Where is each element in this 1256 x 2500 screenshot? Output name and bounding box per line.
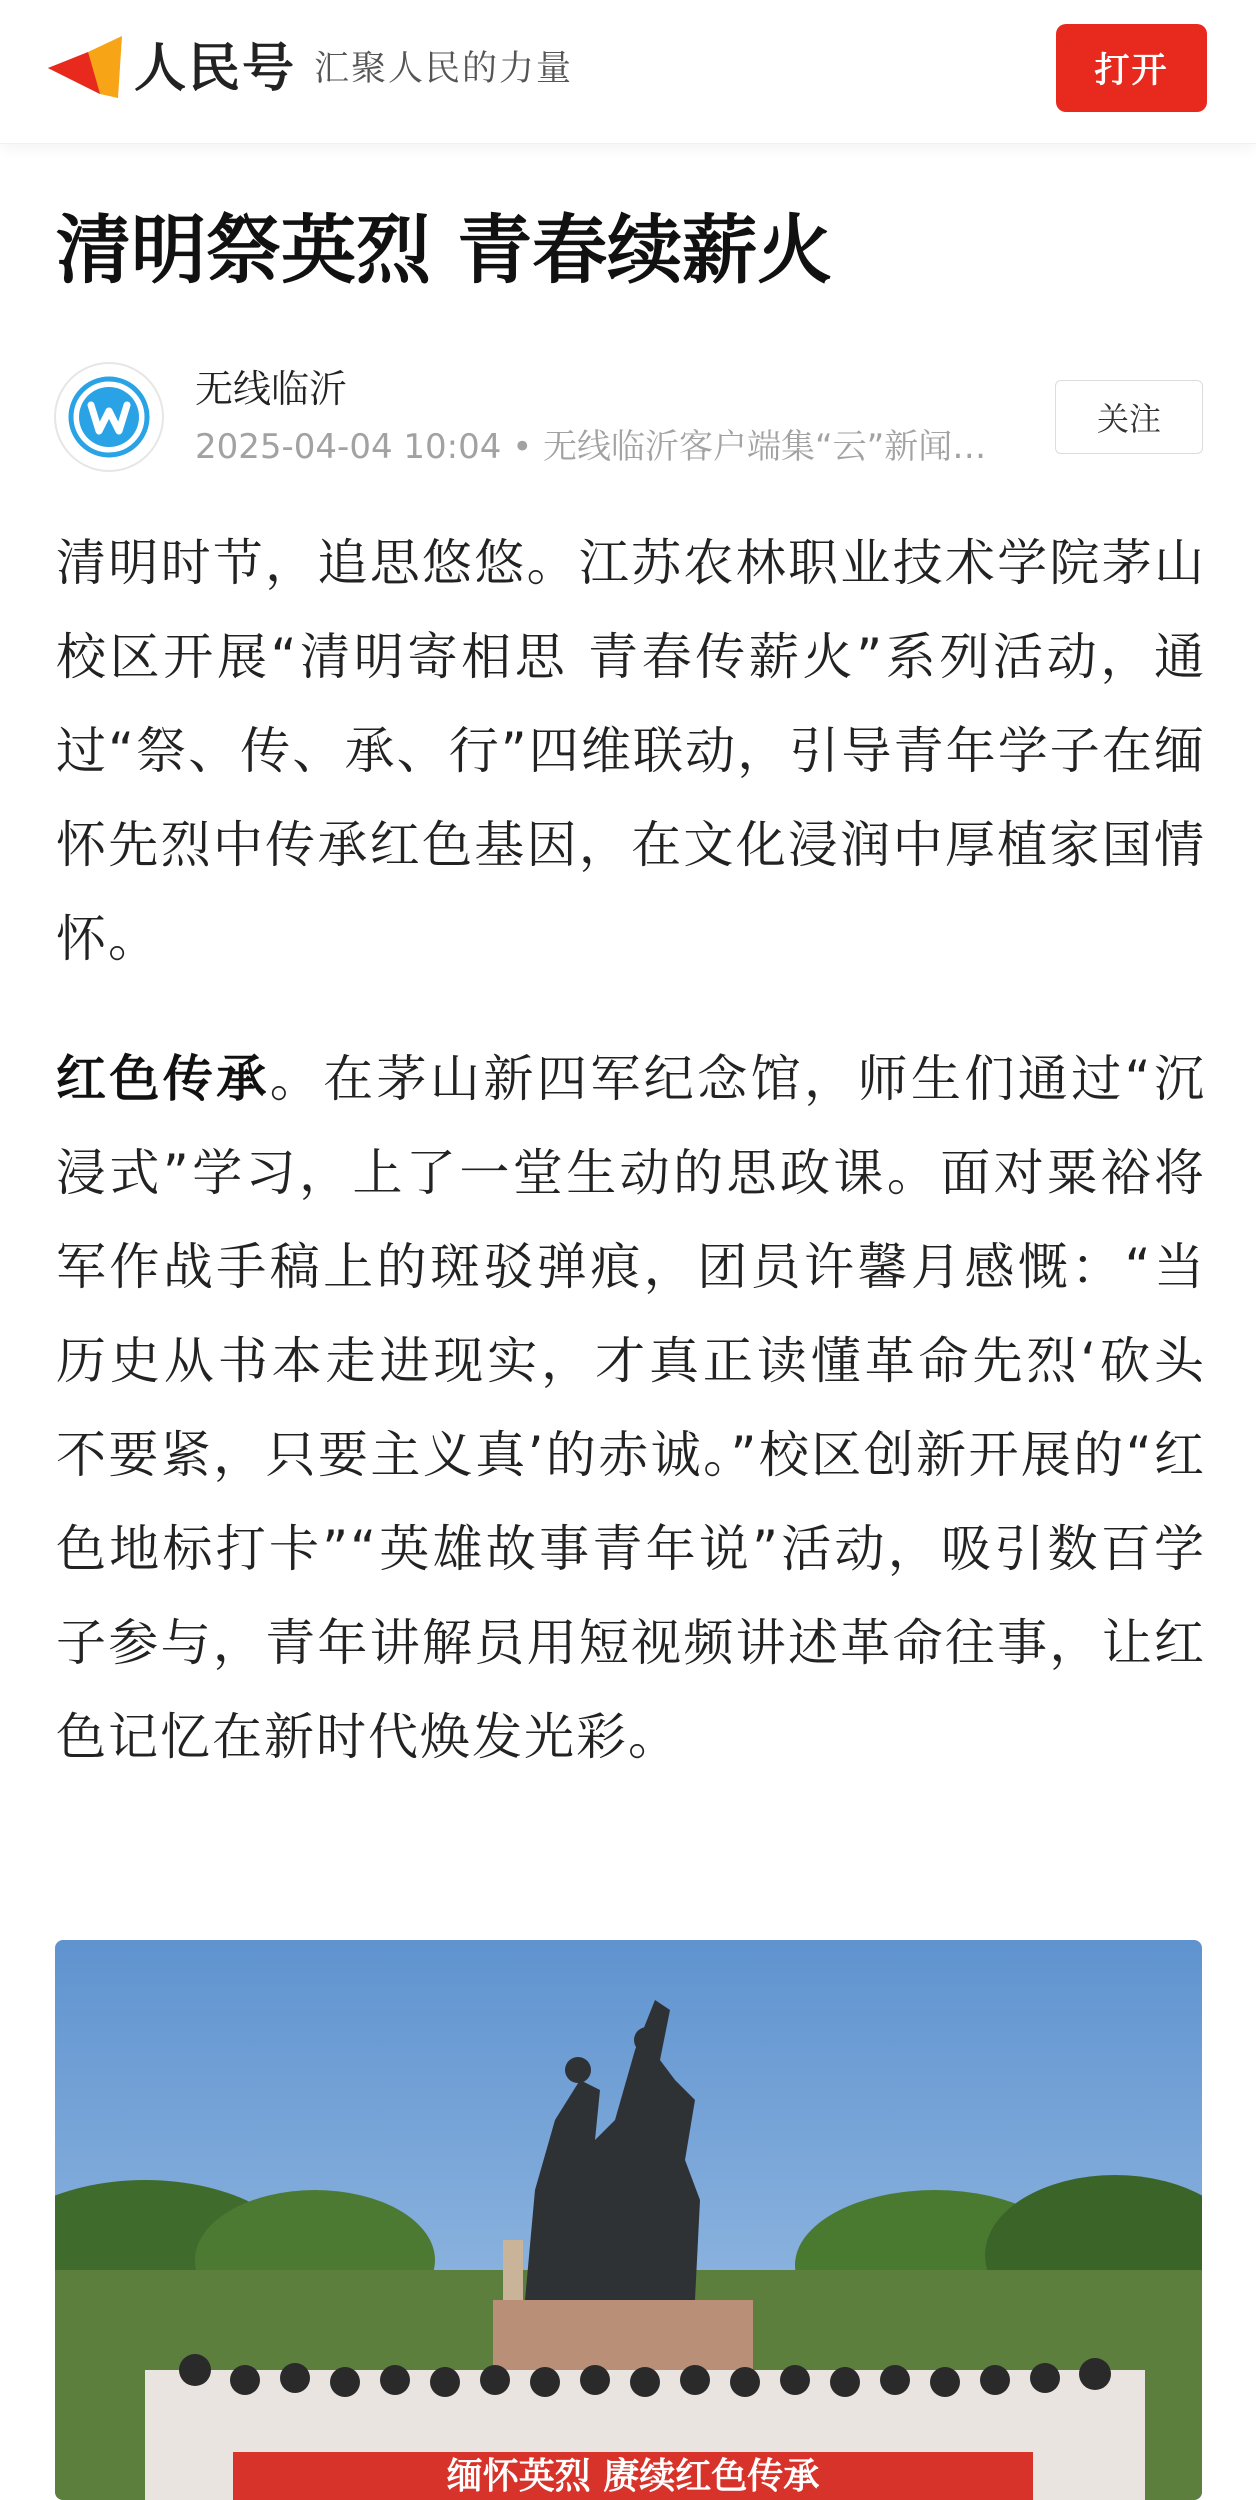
logo-slogan: 汇聚人民的力量 — [314, 48, 574, 89]
author-logo-icon — [67, 375, 151, 459]
top-bar — [0, 0, 1256, 144]
article-photo[interactable] — [55, 1940, 1202, 2500]
author-avatar[interactable] — [54, 362, 164, 472]
paragraph-text: 清明时节，追思悠悠。江苏农林职业技术学院茅山校区开展“清明寄相思 青春传薪火”系列活动，通过“祭、传、承、行”四维联动，引导青年学子在缅怀先烈中传承红色基因，在文化浸润中厚植家国情怀。 — [56, 534, 1206, 968]
banner-text: 缅怀英烈 赓续红色传承 — [446, 2456, 820, 2497]
follow-button[interactable]: 关注 — [1055, 380, 1203, 454]
logo[interactable] — [48, 34, 573, 104]
paragraph-1 — [56, 516, 1206, 986]
paragraph-lead: 红色传承 — [56, 1050, 270, 1108]
logo-icon — [48, 36, 122, 102]
paragraph-2 — [56, 1032, 1206, 1784]
author-name[interactable]: 无线临沂 — [195, 367, 348, 411]
paragraph-text: 。在茅山新四军纪念馆，师生们通过“沉浸式”学习，上了一堂生动的思政课。面对粟裕将军作战手稿上的斑驳弹痕，团员许馨月感慨：“当历史从书本走进现实，才真正读懂革命先烈‘砍头不要紧，只要主义真’的赤诚。”校区创新开展的“红色地标打卡”“英雄故事青年说”活动，吸引数百学子参与，青年讲解员用短视频讲述革命往事，让红色记忆在新时代焕发光彩。 — [56, 1050, 1206, 1766]
article-meta: 2025-04-04 10:04 • 无线临沂客户端集“云”新闻… — [195, 427, 987, 467]
article-title: 清明祭英烈 青春续薪火 — [56, 206, 833, 294]
article-body — [56, 516, 1206, 1830]
open-app-button[interactable]: 打开 — [1056, 24, 1207, 112]
logo-text: 人民号 — [134, 39, 297, 99]
